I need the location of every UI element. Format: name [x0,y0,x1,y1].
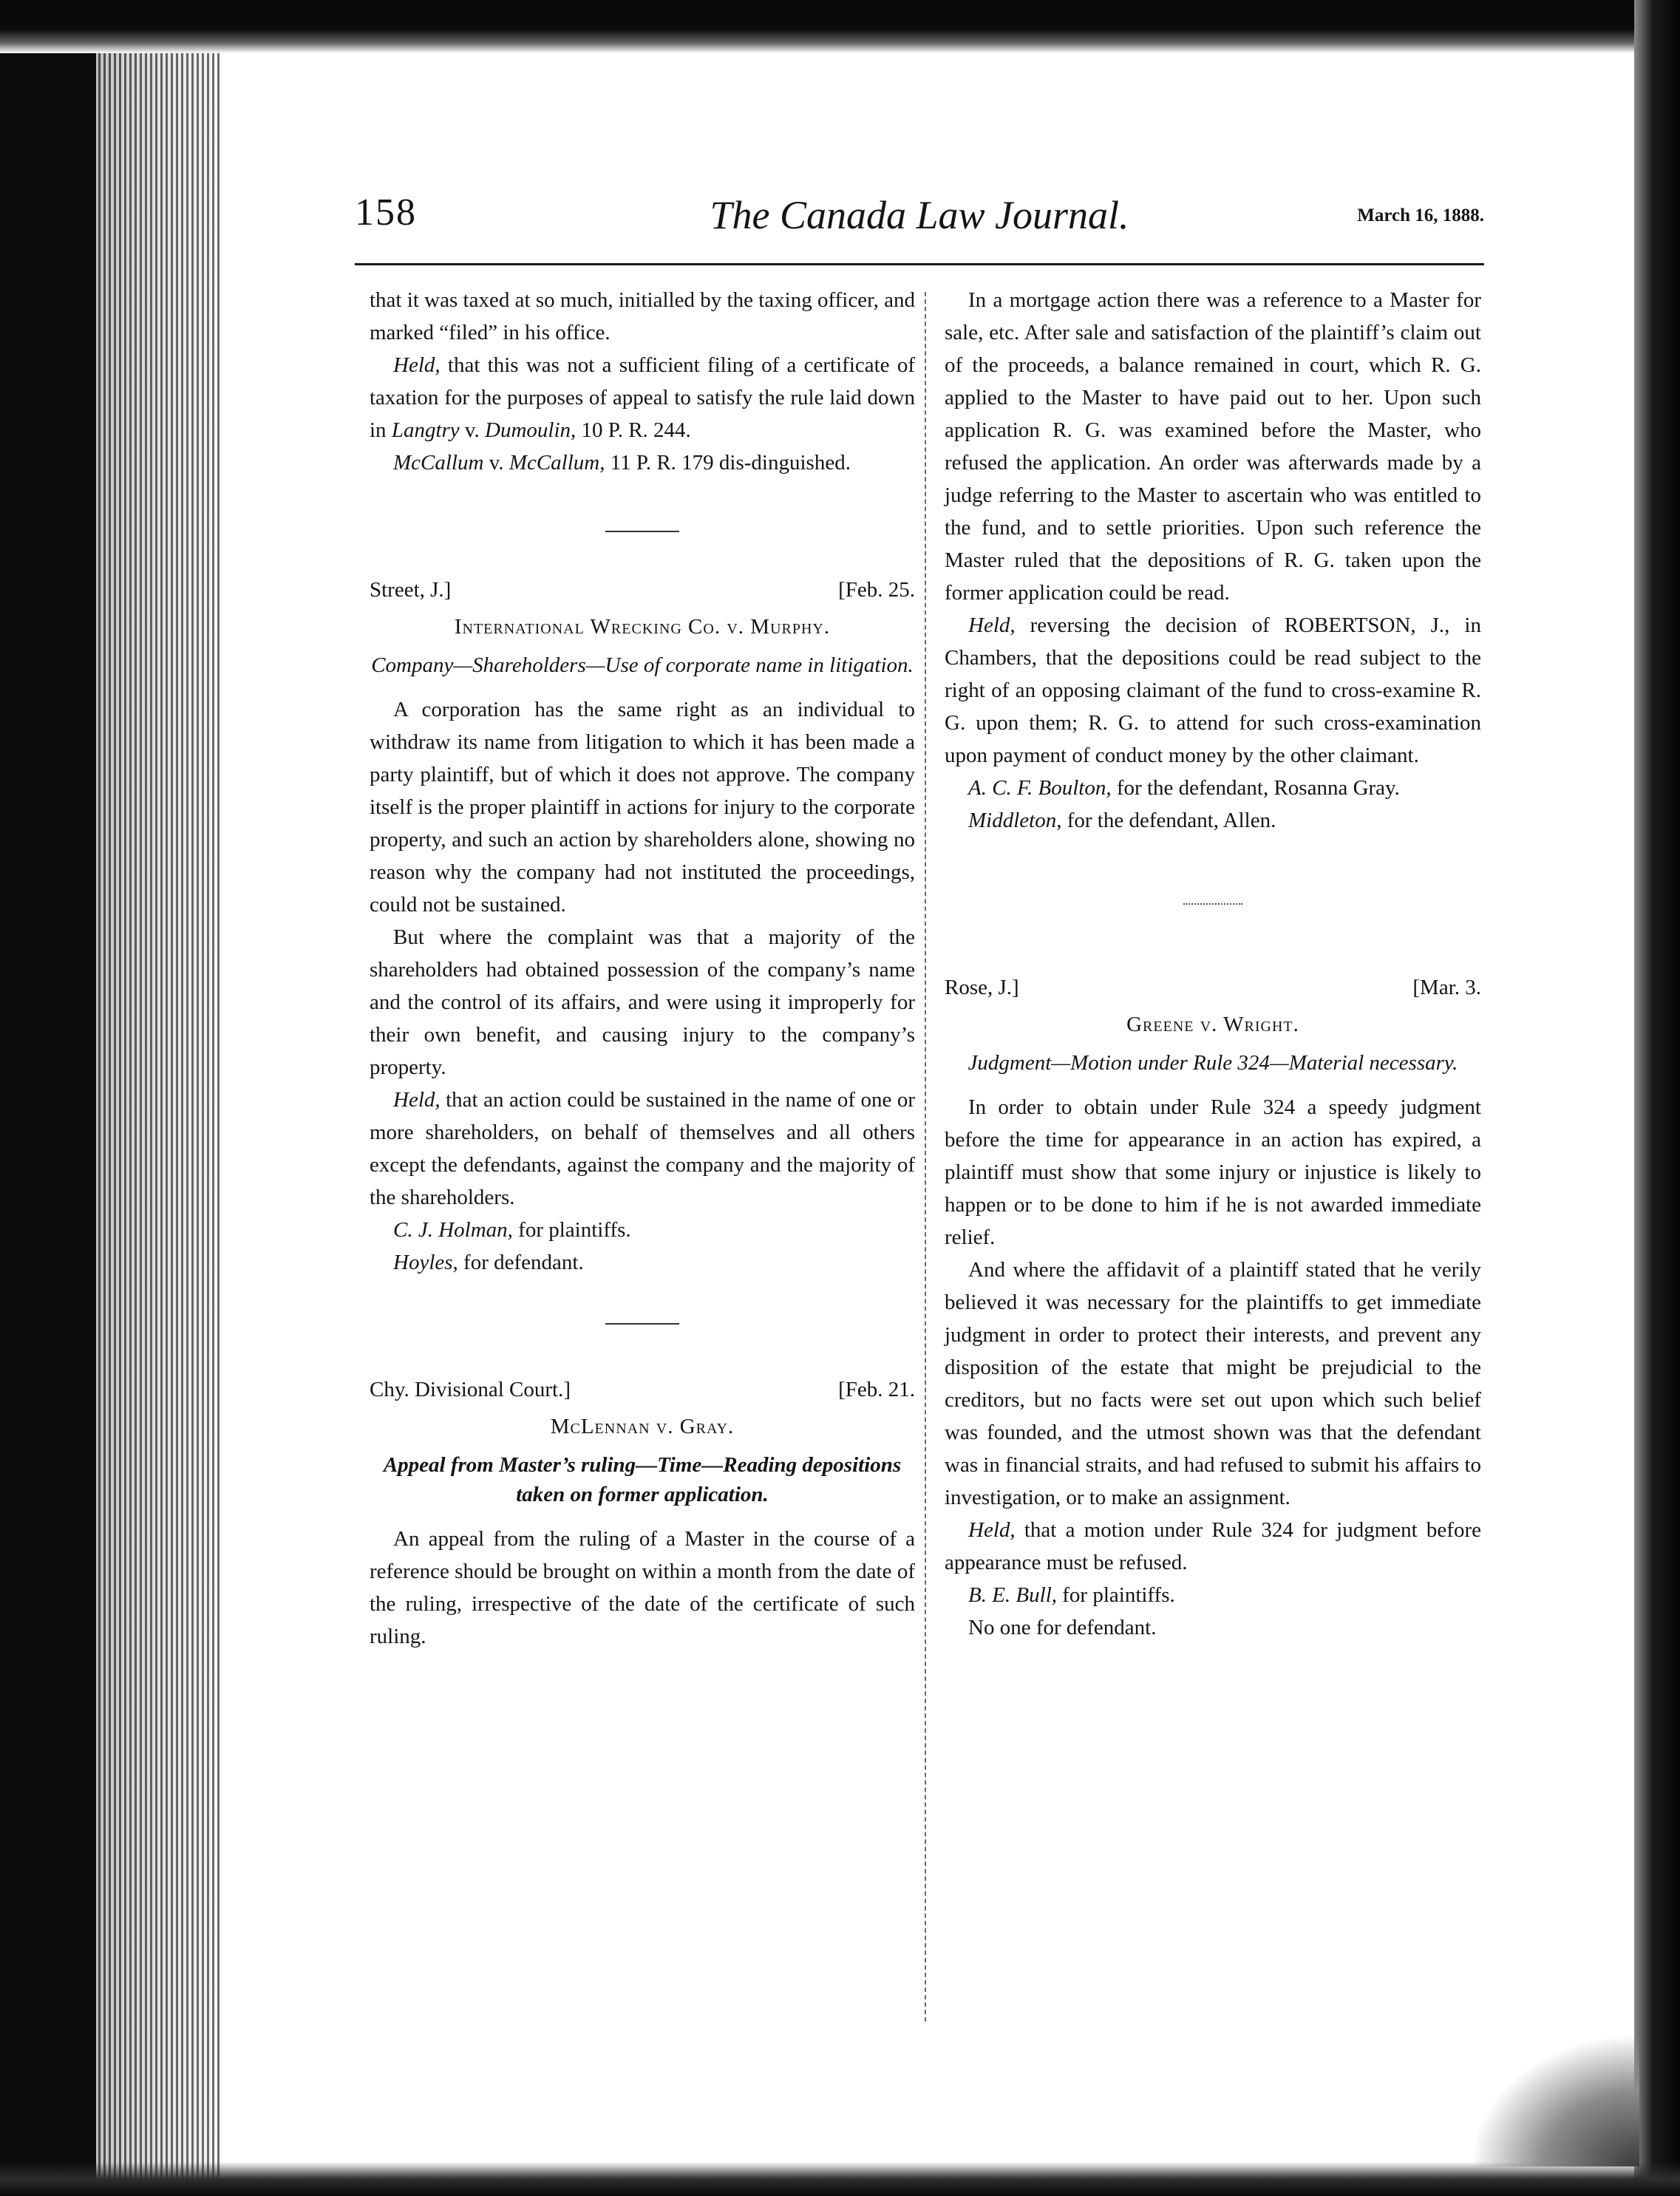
counsel-name: B. E. Bull, [968,1583,1058,1607]
counsel-role: for the defendant, Rosanna Gray. [1111,776,1400,800]
held-lead: Held, [393,353,441,377]
case-paragraph: An appeal from the ruling of a Master in the course of a reference should be brought on within a month from the date of the ruling, irrespective of the date of the certificate of such ruling. [370,1527,915,1648]
case-cite-langtry: Langtry [391,418,460,442]
continued-paragraph: that it was taxed at so much, initialled by the taxing officer, and marked “filed” in his office. [370,288,915,344]
distinguished-paragraph [370,446,915,479]
held-text: that a motion under Rule 324 for judgment before appearance must be refused. [945,1518,1481,1574]
decision-date: [Mar. 3. [1412,976,1481,999]
counsel-line [945,804,1481,837]
counsel-line [370,1214,915,1246]
counsel-role: for plaintiffs. [512,1218,631,1242]
case-citation: 10 P. R. 244. [576,418,691,442]
case-topic: Judgment—Motion under Rule 324—Material necessary. [967,1051,1458,1075]
decision-date: [Feb. 25. [838,578,915,602]
running-header [355,191,1484,239]
held-text: reversing the decision of ROBERTSON, J., in Chambers, that the depositions could be read subject to the right of an opposing claimant of the fund to cross-examine R. G. upon them; R. G. to attend for such cross-examination upon payment of conduct money by the other claimant. [945,613,1481,767]
held-lead: Held, [968,1518,1016,1542]
held-paragraph [370,349,915,446]
column-divider [925,292,926,2022]
case-cite-mccallum: McCallum [393,451,484,475]
case-name: McLennan v. Gray. [550,1415,735,1438]
decision-date: [Feb. 21. [838,1378,915,1401]
held-text: that this was not a sufficient filing of a certificate of taxation for the purposes of appeal to satisfy the rule laid down in [370,353,915,442]
case-topic: Company—Shareholders—Use of corporate name in litigation. [371,653,914,677]
counsel-line: No one for defendant. [968,1616,1157,1639]
counsel-line [945,1579,1481,1611]
issue-date: March 16, 1888. [1357,205,1484,225]
counsel-name: Middleton, [968,809,1062,832]
case-cite-v: v. [459,418,486,442]
held-paragraph [945,609,1481,772]
scan-right-border [1634,0,1680,2196]
court-line [945,971,1481,1004]
case-paragraph: A corporation has the same right as an individual to withdraw its name from litigation to which it has been made a party plaintiff, but of which it does not approve. The company itself is the proper plaintiff in actions for injury to the corporate property, and such an action by shareholders alone, showing no reason why the company had not instituted the proceedings, could not be sustained. [370,698,915,917]
right-column [945,284,1481,1644]
counsel-name: Hoyles, [393,1251,458,1274]
left-column [370,284,915,1653]
case-cite-v2: v. [483,451,509,475]
journal-title: The Canada Law Journal. [710,193,1129,237]
scan-top-border [0,0,1680,53]
court-name: Street, J.] [370,578,452,602]
case-paragraph: In order to obtain under Rule 324 a speedy judgment before the time for appearance in an action has expired, a plaintiff must show that some injury or injustice is likely to happen or to be done to him if he is not awarded immediate relief. [945,1095,1481,1249]
case-cite-mccallum2: McCallum, [509,451,605,475]
counsel-role: for plaintiffs. [1057,1583,1175,1607]
case-name: International Wrecking Co. v. Murphy. [454,615,831,639]
court-name: Rose, J.] [945,976,1019,999]
court-line [370,574,915,606]
held-text: that an action could be sustained in the name of one or more shareholders, on behalf of themselves and all others except the defendants, against the company and the majority of the shareholders. [370,1088,915,1209]
held-lead: Held, [968,613,1016,637]
counsel-name: C. J. Holman, [393,1218,513,1242]
counsel-role: for the defendant, Allen. [1061,809,1276,832]
counsel-name: A. C. F. Boulton, [968,776,1112,800]
case-paragraph: And where the affidavit of a plaintiff stated that he verily believed it was necessary for the plaintiffs to get immediate judgment in order to protect their interests, and prevent any disposition of the estate that might be prejudicial to the creditors, but no facts were set out upon which such belief was founded, and the utmost shown was that the defendant was in financial straits, and had refused to submit his affairs to investigation, or to make an assignment. [945,1258,1481,1509]
case-name: Greene v. Wright. [1126,1013,1299,1036]
case-cite-dumoulin: Dumoulin, [485,418,577,442]
counsel-line [370,1246,915,1279]
case-topic: Appeal from Master’s ruling—Time—Reading depositions taken on former application. [383,1453,902,1506]
case-paragraph: In a mortgage action there was a reference to a Master for sale, etc. After sale and satisfaction of the plaintiff’s claim out of the proceeds, a balance remained in court, which R. G. applied to the Master to have paid out to her. Upon such application R. G. was examined before the Master, who refused the application. An order was afterwards made by a judge referring to the Master to ascertain who was entitled to the fund, and to settle priorities. Upon such reference the Master ruled that the depositions of R. G. taken upon the former application could be read. [945,288,1481,605]
page-number: 158 [355,191,417,234]
held-paragraph [370,1084,915,1214]
court-name: Chy. Divisional Court.] [370,1378,571,1401]
scan-bottom-border [0,2162,1680,2196]
scan-corner-shadow [1469,2033,1639,2166]
case-citation-2: 11 P. R. 179 dis-dinguished. [605,451,851,475]
court-line [370,1373,915,1406]
counsel-line [945,772,1481,804]
case-paragraph: But where the complaint was that a majority of the shareholders had obtained possession of the company’s name and the control of its affairs, and were using it improperly for their own benefit, and causing injury to the company’s property. [370,925,915,1079]
counsel-role: for defendant. [458,1251,584,1274]
scan-left-border [0,0,96,2196]
held-lead: Held, [393,1088,441,1112]
header-rule [355,263,1484,265]
held-paragraph [945,1514,1481,1579]
